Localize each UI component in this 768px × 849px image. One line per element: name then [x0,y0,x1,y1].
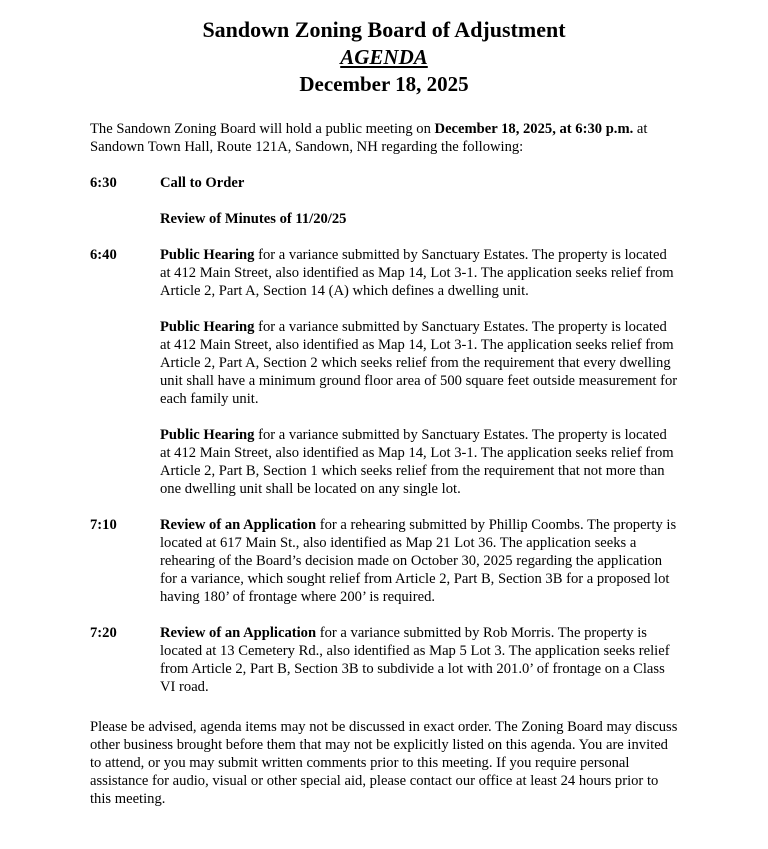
intro-paragraph [90,120,678,156]
agenda-list [90,174,678,696]
intro-text-pre: The Sandown Zoning Board will hold a public meeting on [90,121,435,137]
agenda-time: 7:10 [90,517,117,533]
page-title: Sandown Zoning Board of Adjustment [202,17,566,42]
paragraph-lead: Review of Minutes of 11/20/25 [160,211,347,227]
intro-text-post: at Sandown Town Hall, Route 121A, Sandown, NH regarding the following: [90,121,648,155]
agenda-paragraph [160,210,678,228]
closing-paragraph: Please be advised, agenda items may not be discussed in exact order. The Zoning Board may discuss other business brought before them that may not be explicitly listed on this agenda. You are invited to attend, or you may submit written comments prior to this meeting. If you require personal assistance for audio, visual or other special aid, please contact our office at least 24 hours prior to this meeting. [90,719,678,807]
agenda-paragraph [160,318,678,408]
agenda-time: 6:40 [90,247,117,263]
paragraph-text: for a variance submitted by Sanctuary Estates. The property is located at 412 Main Street, also identified as Map 14, Lot 3-1. The application seeks relief from Article 2, Part A, Section 2 which seeks relief from the requirement that every dwelling unit shall have a minimum ground floor area of 500 square feet outside measurement for each family unit. [160,319,678,407]
agenda-paragraph [160,426,678,498]
agenda-item-body [160,624,678,696]
agenda-time: 6:30 [90,175,117,191]
paragraph-lead: Call to Order [160,175,245,191]
agenda-item [90,516,678,606]
agenda-item [90,174,678,228]
paragraph-text: for a rehearing submitted by Phillip Coombs. The property is located at 617 Main St., also identified as Map 21 Lot 36. The application seeks a rehearing of the Board’s decision made on October 30, 2025 regarding the application for a variance, which sought relief from Article 2, Part B, Section 3B for a proposed lot having 180’ of frontage where 200’ is required. [160,517,677,605]
agenda-item-body [160,174,678,228]
paragraph-text: for a variance submitted by Sanctuary Estates. The property is located at 412 Main Street, also identified as Map 14, Lot 3-1. The application seeks relief from Article 2, Part B, Section 1 which seeks relief from the requirement that not more than one dwelling unit shall be located on any single lot. [160,427,674,497]
paragraph-text: for a variance submitted by Sanctuary Estates. The property is located at 412 Main Street, also identified as Map 14, Lot 3-1. The application seeks relief from Article 2, Part A, Section 14 (A) which defines a dwelling unit. [160,247,674,299]
agenda-subtitle: AGENDA [340,45,428,69]
paragraph-text: for a variance submitted by Rob Morris. The property is located at 13 Cemetery Rd., also identified as Map 5 Lot 3. The application seeks relief from Article 2, Part B, Section 3B to subdivide a lot with 201.0’ of frontage on a Class VI road. [160,625,670,695]
paragraph-lead: Public Hearing [160,319,255,335]
agenda-item-body [160,516,678,606]
meeting-date: December 18, 2025 [299,72,469,96]
document-header [90,16,678,98]
agenda-item [90,246,678,498]
agenda-item-body [160,246,678,498]
paragraph-lead: Public Hearing [160,247,255,263]
agenda-time: 7:20 [90,625,117,641]
agenda-paragraph [160,246,678,300]
agenda-item [90,624,678,696]
paragraph-lead: Public Hearing [160,427,255,443]
paragraph-lead: Review of an Application [160,517,317,533]
agenda-paragraph [160,516,678,606]
agenda-paragraph [160,624,678,696]
intro-meeting-datetime: December 18, 2025, at 6:30 p.m. [434,121,634,137]
agenda-paragraph [160,174,678,192]
paragraph-lead: Review of an Application [160,625,317,641]
